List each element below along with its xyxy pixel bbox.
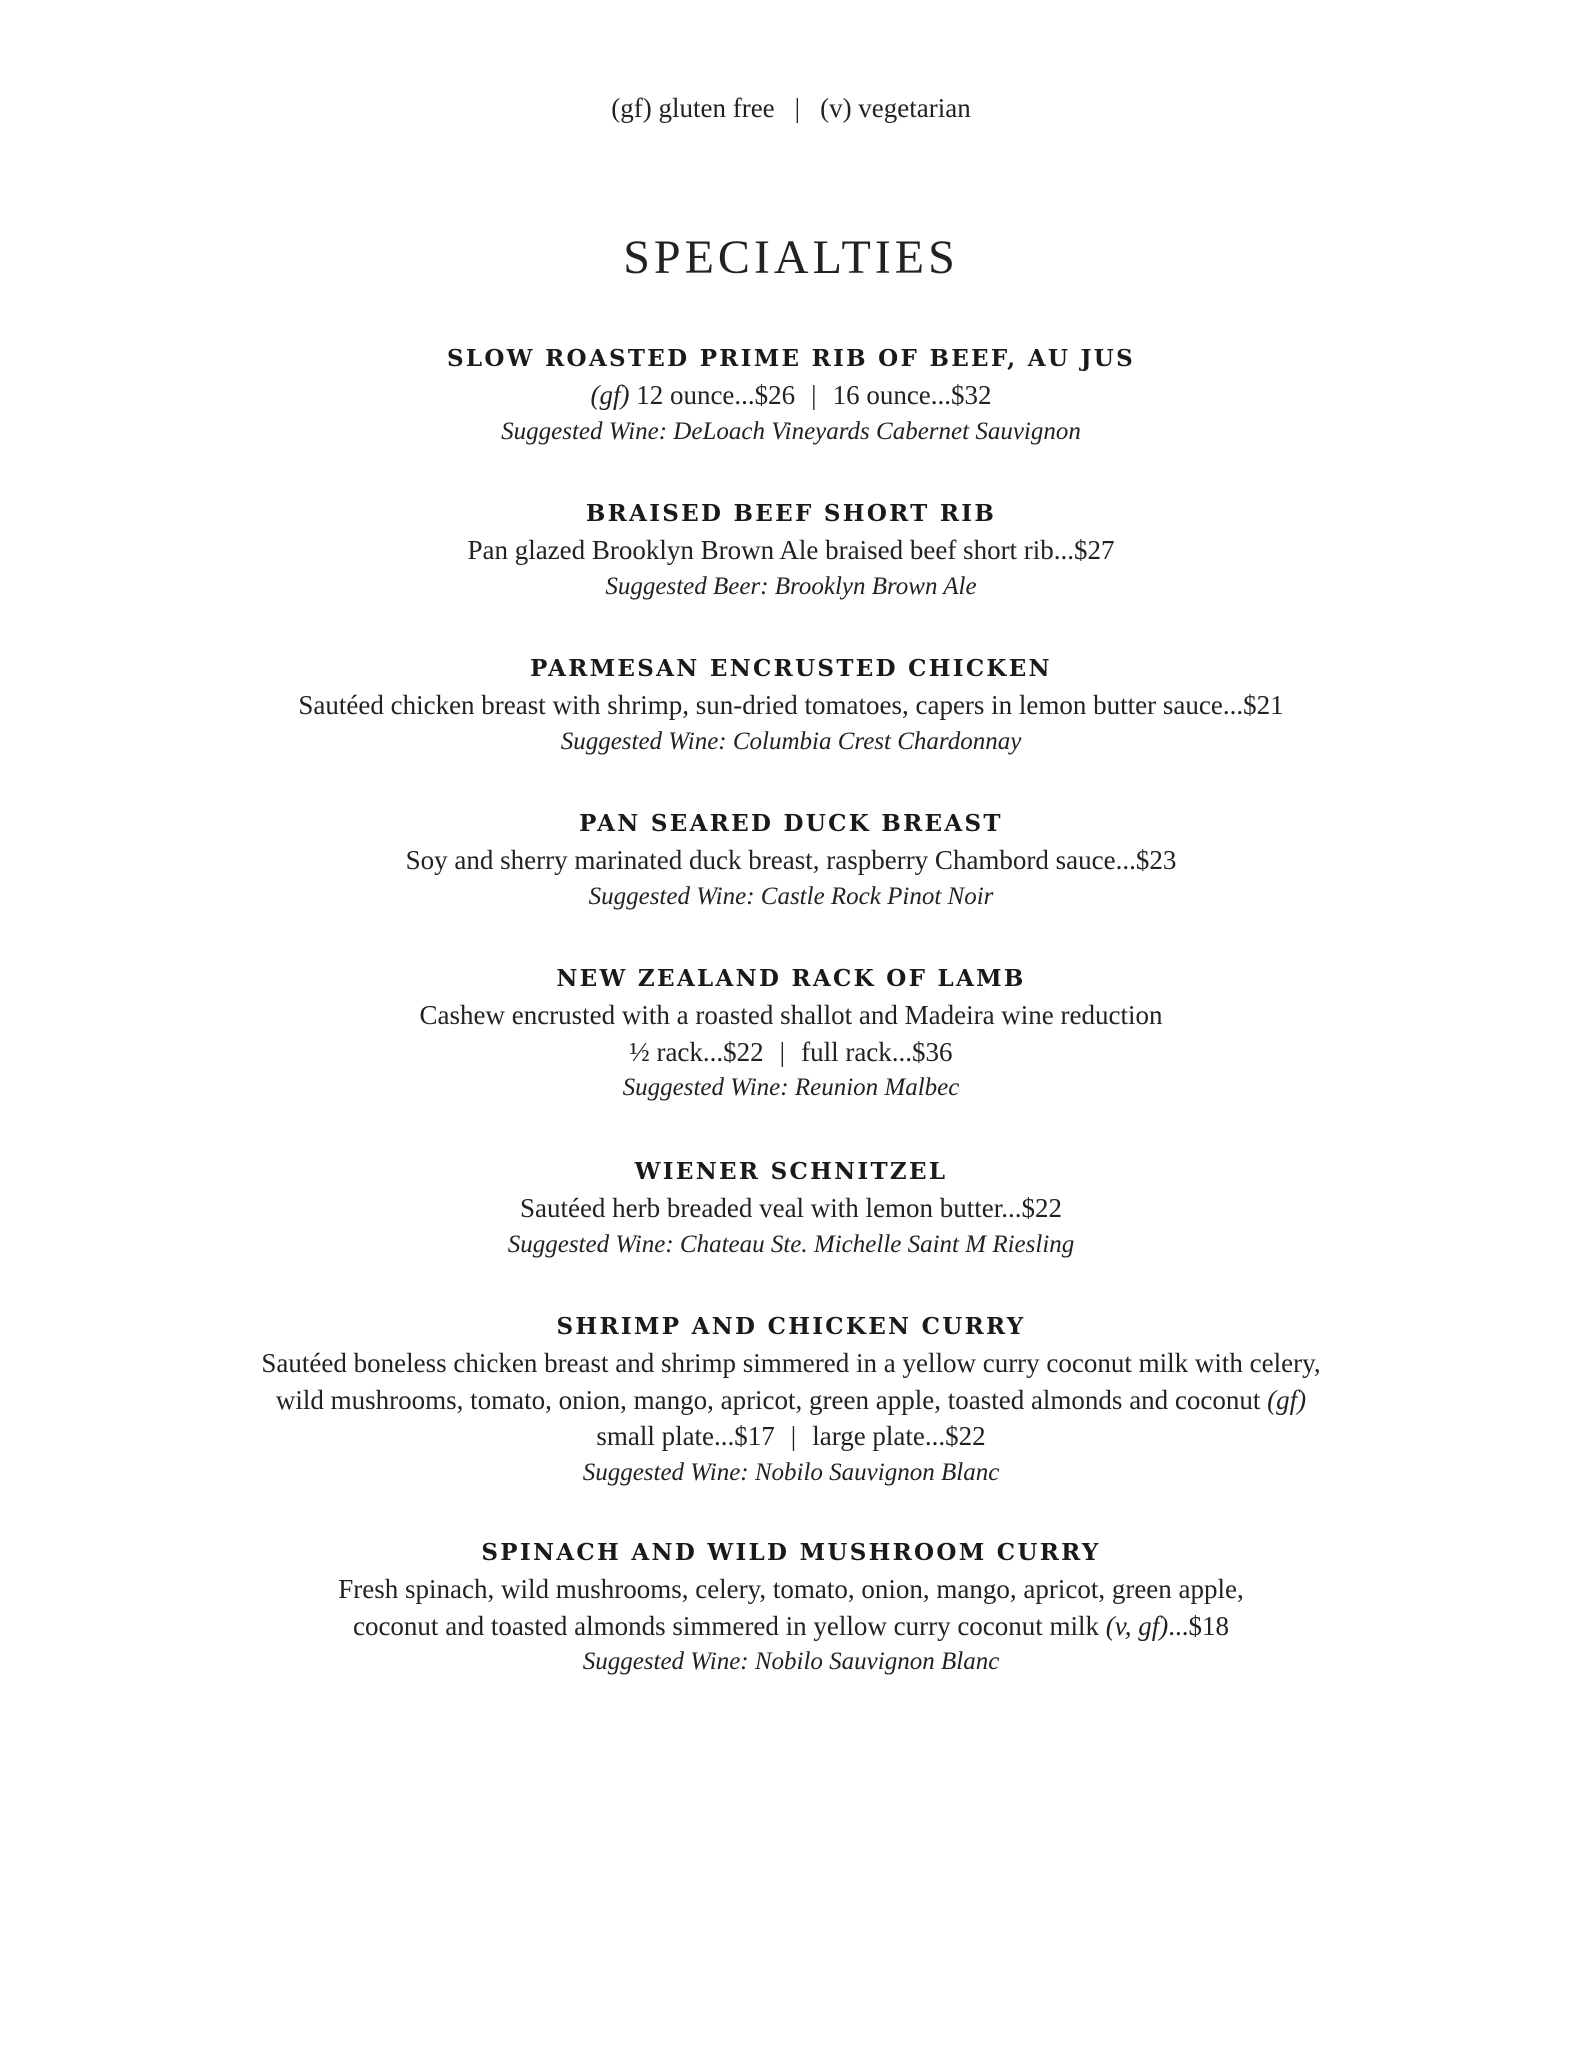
item-name: PARMESAN ENCRUSTED CHICKEN	[530, 655, 1052, 682]
item-pairing: Suggested Wine: Nobilo Sauvignon Blanc	[582, 1648, 1000, 1675]
item-option-2: large plate...$22	[812, 1421, 986, 1451]
item-name: SPINACH AND WILD MUSHROOM CURRY	[481, 1539, 1101, 1566]
item-pairing: Suggested Wine: Nobilo Sauvignon Blanc	[582, 1458, 1000, 1486]
legend-vegetarian: (v) vegetarian	[820, 93, 971, 123]
menu-item-spinach-mushroom-curry	[0, 1535, 1582, 1680]
item-name: NEW ZEALAND RACK OF LAMB	[556, 965, 1026, 992]
item-name: SHRIMP AND CHICKEN CURRY	[556, 1313, 1026, 1340]
item-option-1: 12 ounce...$26	[636, 380, 796, 410]
item-description: Pan glazed Brooklyn Brown Ale braised beef short rib...$27	[467, 535, 1115, 565]
option-separator: |	[811, 380, 817, 410]
item-name: PAN SEARED DUCK BREAST	[579, 810, 1003, 837]
dietary-legend	[0, 88, 1582, 128]
item-description-line-1: Fresh spinach, wild mushrooms, celery, tomato, onion, mango, apricot, green apple,	[338, 1574, 1244, 1604]
item-name: SLOW ROASTED PRIME RIB OF BEEF, AU JUS	[446, 345, 1136, 372]
item-description-line-1: Sautéed boneless chicken breast and shrimp simmered in a yellow curry coconut milk with celery,	[261, 1348, 1321, 1378]
item-option-1: ½ rack...$22	[629, 1036, 764, 1067]
item-pairing: Suggested Wine: Chateau Ste. Michelle Saint M Riesling	[507, 1230, 1075, 1258]
legend-gluten-free: (gf) gluten free	[611, 93, 775, 123]
menu-item-prime-rib	[0, 341, 1582, 450]
item-option-2: full rack...$36	[801, 1036, 953, 1067]
option-separator: |	[779, 1036, 786, 1067]
menu-item-wiener-schnitzel	[0, 1154, 1582, 1263]
item-pairing: Suggested Wine: Castle Rock Pinot Noir	[588, 882, 994, 910]
menu-item-shrimp-chicken-curry	[0, 1309, 1582, 1491]
item-pairing: Suggested Wine: Reunion Malbec	[622, 1074, 960, 1101]
item-name: WIENER SCHNITZEL	[634, 1158, 948, 1185]
item-name: BRAISED BEEF SHORT RIB	[585, 500, 997, 527]
item-price: ...$18	[1168, 1610, 1230, 1641]
item-description: Cashew encrusted with a roasted shallot and Madeira wine reduction	[419, 1000, 1163, 1030]
item-description: Sautéed herb breaded veal with lemon butter...$22	[519, 1193, 1063, 1223]
item-options	[0, 1034, 1582, 1071]
legend-separator: |	[794, 93, 801, 123]
menu-item-duck-breast	[0, 806, 1582, 915]
item-description: Soy and sherry marinated duck breast, raspberry Chambord sauce...$23	[405, 845, 1177, 875]
menu-item-rack-of-lamb	[0, 961, 1582, 1106]
item-description-text: coconut and toasted almonds simmered in yellow curry coconut milk	[352, 1610, 1100, 1641]
section-title: SPECIALTIES	[623, 231, 959, 284]
item-description-line-2	[0, 1382, 1582, 1419]
item-tag: (gf)	[590, 380, 630, 410]
item-pairing: Suggested Wine: DeLoach Vineyards Cabernet Sauvignon	[501, 417, 1081, 445]
item-tag: (v, gf)	[1105, 1610, 1169, 1641]
item-pairing: Suggested Beer: Brooklyn Brown Ale	[605, 572, 977, 600]
item-options	[0, 1418, 1582, 1455]
item-options	[0, 377, 1582, 414]
item-description: Sautéed chicken breast with shrimp, sun-dried tomatoes, capers in lemon butter sauce...$21	[298, 690, 1284, 720]
item-tag: (gf)	[1267, 1384, 1307, 1415]
item-pairing: Suggested Wine: Columbia Crest Chardonnay	[560, 727, 1022, 755]
item-description-line-2	[0, 1608, 1582, 1645]
menu-item-parmesan-chicken	[0, 651, 1582, 760]
item-option-1: small plate...$17	[596, 1421, 775, 1451]
item-option-2: 16 ounce...$32	[832, 380, 992, 410]
option-separator: |	[790, 1421, 797, 1451]
item-description-text: wild mushrooms, tomato, onion, mango, apricot, green apple, toasted almonds and coconut	[275, 1384, 1261, 1415]
menu-item-short-rib	[0, 496, 1582, 605]
